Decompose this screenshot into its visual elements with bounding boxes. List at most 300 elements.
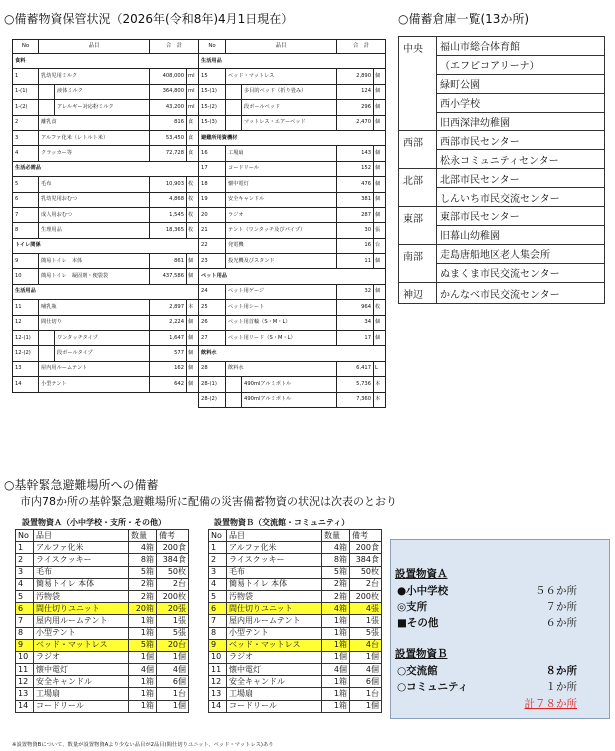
indent-cell — [226, 84, 242, 99]
item-no: 2 — [13, 115, 39, 130]
item-no: 14 — [209, 700, 227, 712]
stock-table — [12, 39, 386, 408]
item-total: 16 — [337, 238, 374, 253]
table-a — [15, 529, 189, 713]
item-note: 4張 — [350, 603, 382, 615]
item-name: 乳幼児用ミルク — [39, 69, 150, 84]
item-unit: 個 — [374, 69, 386, 84]
table-row — [13, 346, 386, 361]
item-unit: ml — [187, 100, 199, 115]
table-row — [16, 578, 189, 590]
item-qty: 1箱 — [322, 676, 350, 688]
item-qty: 4箱 — [129, 542, 157, 554]
summary-box: 設置物資Ａ ●小中学校 ５６か所 ◎支所 ７か所 ■その他 ６か所 設置物資Ｂ ○交流館 ８か所 ○コミュニティ １か所 計７８か所 — [390, 539, 610, 719]
item-name: 成人用おむつ — [39, 207, 150, 222]
item-no: 8 — [16, 627, 34, 639]
item-qty: 4箱 — [322, 542, 350, 554]
item-note: 6個 — [157, 676, 189, 688]
item-name: アレルギー対応粉ミルク — [55, 100, 150, 115]
section2-subtitle: 市内78か所の基幹緊急避難場所に配備の災害備蓄物資の状況は次表のとおり — [20, 495, 397, 508]
col-header: 品目 — [34, 530, 129, 542]
item-name: 簡易トイレ 凝固剤・便袋袋 — [39, 269, 150, 284]
item-no: 15-(1) — [199, 84, 226, 99]
item-qty: 2箱 — [322, 578, 350, 590]
table-row — [16, 639, 189, 651]
item-name: 生理用品 — [39, 223, 150, 238]
item-name: 小型テント — [34, 627, 129, 639]
warehouse-site: 旧幕山幼稚園 — [437, 225, 605, 244]
item-total: 964 — [337, 300, 374, 315]
item-name: 懐中電灯 — [227, 664, 322, 676]
item-no: 19 — [199, 192, 226, 207]
col-header: No — [16, 530, 34, 542]
indent-cell — [226, 115, 242, 130]
item-qty: 4個 — [129, 664, 157, 676]
item-total: 72,728 — [150, 146, 187, 161]
item-no: 17 — [199, 161, 226, 176]
item-no: 5 — [13, 177, 39, 192]
item-note: 6個 — [350, 676, 382, 688]
item-name: コードリール — [227, 700, 322, 712]
table-b-title: 設置物資Ｂ（交流館・コミュニティ） — [214, 518, 350, 527]
item-name: 液体ミルク — [55, 84, 150, 99]
table-row — [16, 700, 189, 712]
item-no: 2 — [209, 554, 227, 566]
table-row — [209, 566, 382, 578]
item-total: 296 — [337, 100, 374, 115]
table-row — [13, 284, 386, 299]
item-no: 9 — [13, 254, 39, 269]
item-unit: ml — [187, 69, 199, 84]
item-name: 小型テント — [227, 627, 322, 639]
item-qty: 2箱 — [129, 578, 157, 590]
item-unit: 本 — [374, 377, 386, 392]
item-total: 642 — [150, 377, 187, 392]
item-no: 15-(3) — [199, 115, 226, 130]
warehouse-site: 北部市民センター — [437, 169, 605, 188]
item-no: 12-(2) — [13, 346, 39, 361]
item-name: 飲料水 — [226, 361, 337, 376]
item-name: テント（ワンタッチ及びパイプ） — [226, 223, 337, 238]
category-label: ペット用品 — [199, 269, 386, 284]
item-name: 発電機 — [226, 238, 337, 253]
item-note: 384食 — [157, 554, 189, 566]
item-unit: 個 — [374, 161, 386, 176]
table-row — [13, 130, 386, 145]
col-header: 数量 — [322, 530, 350, 542]
item-no: 13 — [13, 361, 39, 376]
item-total: 287 — [337, 207, 374, 222]
item-total: 32 — [337, 284, 374, 299]
item-total: 2,224 — [150, 315, 187, 330]
item-name: 懐中電灯 — [34, 664, 129, 676]
item-name: ラジオ — [226, 207, 337, 222]
item-unit: 枚 — [187, 207, 199, 222]
item-name: ペット用首輪（S・M・L） — [226, 315, 337, 330]
item-name: 汚物袋 — [227, 590, 322, 602]
indent-cell — [39, 84, 55, 99]
item-total: 861 — [150, 254, 187, 269]
item-no: 12 — [209, 676, 227, 688]
item-total: 408,000 — [150, 69, 187, 84]
indent-cell — [226, 392, 242, 407]
item-unit: 個 — [187, 377, 199, 392]
item-total: 2,897 — [150, 300, 187, 315]
warehouse-row — [399, 244, 605, 263]
empty-cell — [150, 392, 187, 407]
item-name: 屋内用ルームテント — [227, 615, 322, 627]
table-row — [13, 69, 386, 84]
item-unit: 個 — [374, 207, 386, 222]
item-no: 11 — [16, 664, 34, 676]
item-unit: 本 — [374, 392, 386, 407]
item-no: 1 — [16, 542, 34, 554]
summary-a-heading: 設置物資Ａ — [395, 568, 448, 580]
item-name: 段ボールタイプ — [55, 346, 150, 361]
item-total: 364,800 — [150, 84, 187, 99]
table-row — [209, 615, 382, 627]
warehouse-site: 西部市民センター — [437, 131, 605, 150]
item-note: 2台 — [350, 578, 382, 590]
col-header: 数量 — [129, 530, 157, 542]
item-name: 安全キャンドル — [227, 676, 322, 688]
item-qty: 5箱 — [129, 566, 157, 578]
item-name: アルファ化米 — [227, 542, 322, 554]
item-name: 小型テント — [39, 377, 150, 392]
item-no: 4 — [13, 146, 39, 161]
warehouse-site: 松永コミュニティセンター — [437, 150, 605, 169]
item-name: 屋内用ルームテント — [39, 361, 150, 376]
item-no: 28-(2) — [199, 392, 226, 407]
item-name: 簡易トイレ 本体 — [34, 578, 129, 590]
table-row — [209, 651, 382, 663]
col-header: No — [13, 40, 39, 54]
item-unit: 食 — [187, 115, 199, 130]
item-name: ラジオ — [34, 651, 129, 663]
warehouse-site: 福山市総合体育館 — [437, 37, 605, 56]
item-name: 簡易トイレ 本体 — [39, 254, 150, 269]
col-header: 備考 — [157, 530, 189, 542]
empty-cell — [55, 392, 150, 407]
warehouse-area: 神辺 — [399, 282, 437, 304]
item-no: 3 — [209, 566, 227, 578]
item-unit: 食 — [187, 146, 199, 161]
item-no: 28-(1) — [199, 377, 226, 392]
table-row — [209, 688, 382, 700]
item-name: ペット用リード（S・M・L） — [226, 331, 337, 346]
item-no: 8 — [13, 223, 39, 238]
empty-cell — [39, 392, 55, 407]
item-name: 490mlアルミボトル — [242, 377, 337, 392]
item-total: 1,647 — [150, 331, 187, 346]
item-note: 50枚 — [350, 566, 382, 578]
item-name: 屋内用ルームテント — [34, 615, 129, 627]
item-note: 200枚 — [350, 590, 382, 602]
item-total: 124 — [337, 84, 374, 99]
item-no: 12 — [13, 315, 39, 330]
item-note: 5張 — [157, 627, 189, 639]
item-total: 162 — [150, 361, 187, 376]
item-no: 15-(2) — [199, 100, 226, 115]
warehouse-area: 西部 — [399, 131, 437, 169]
table-row — [13, 331, 386, 346]
item-no: 7 — [16, 615, 34, 627]
item-total: 143 — [337, 146, 374, 161]
item-name: 懐中電灯 — [226, 177, 337, 192]
item-name: 多目的ベッド（折り畳み） — [242, 84, 337, 99]
item-total: 11 — [337, 254, 374, 269]
item-total: 816 — [150, 115, 187, 130]
table-row — [209, 578, 382, 590]
col-header: 合 計 — [150, 40, 199, 54]
item-unit: 個 — [374, 100, 386, 115]
item-qty: 2箱 — [322, 590, 350, 602]
item-name: 乳幼児用おむつ — [39, 192, 150, 207]
item-name: アルファ化米 — [34, 542, 129, 554]
item-name: コードリール — [34, 700, 129, 712]
table-row — [16, 676, 189, 688]
item-no: 4 — [16, 578, 34, 590]
table-row — [209, 554, 382, 566]
item-total: 577 — [150, 346, 187, 361]
table-row — [13, 223, 386, 238]
table-row — [13, 192, 386, 207]
item-total: 437,586 — [150, 269, 187, 284]
item-name: 工場扇 — [227, 688, 322, 700]
warehouse-site: 走島唐船地区老人集会所 — [437, 244, 605, 263]
item-unit: 個 — [187, 315, 199, 330]
item-qty: 5箱 — [129, 639, 157, 651]
item-note: 1個 — [350, 651, 382, 663]
item-no: 25 — [199, 300, 226, 315]
indent-cell — [39, 331, 55, 346]
item-unit: 個 — [187, 269, 199, 284]
item-qty: 1箱 — [322, 615, 350, 627]
category-label: 食料 — [13, 54, 199, 69]
item-name: コードリール — [226, 161, 337, 176]
warehouse-row — [399, 207, 605, 226]
table-row — [13, 177, 386, 192]
warehouse-site: しんいち市民交流センター — [437, 188, 605, 207]
warehouse-row — [399, 169, 605, 188]
item-unit: 個 — [374, 284, 386, 299]
item-unit: 個 — [374, 254, 386, 269]
col-header: 合 計 — [337, 40, 386, 54]
item-name: クラッカー等 — [39, 146, 150, 161]
table-row — [13, 84, 386, 99]
warehouse-site: ぬまくま市民交流センター — [437, 263, 605, 282]
item-no: 16 — [199, 146, 226, 161]
table-row — [13, 161, 386, 176]
footnote: ※設置物資Bについて、数量が設置物資Aより少ない品目が2品目(間仕切りユニット、ベッド・マットレス)あり — [12, 742, 274, 748]
item-qty: 4個 — [322, 664, 350, 676]
item-no: 6 — [16, 603, 34, 615]
table-row — [209, 590, 382, 602]
item-note: 1個 — [157, 700, 189, 712]
table-row — [13, 115, 386, 130]
item-unit: 個 — [374, 177, 386, 192]
table-row — [16, 664, 189, 676]
item-unit: 個 — [187, 254, 199, 269]
item-no: 10 — [13, 269, 39, 284]
item-name: ライスクッキー — [227, 554, 322, 566]
empty-cell — [13, 392, 39, 407]
item-total: 53,450 — [150, 130, 187, 145]
table-row — [13, 146, 386, 161]
item-no: 4 — [209, 578, 227, 590]
item-qty: 4箱 — [322, 603, 350, 615]
item-name: ベッド・マットレス — [34, 639, 129, 651]
item-note: 4個 — [350, 664, 382, 676]
table-row — [16, 590, 189, 602]
indent-cell — [226, 377, 242, 392]
warehouse-site: （エフピコアリーナ） — [437, 55, 605, 74]
item-unit: 枚 — [187, 223, 199, 238]
item-unit: 個 — [374, 115, 386, 130]
item-no: 1-(1) — [13, 84, 39, 99]
category-label: 生活用品 — [199, 54, 386, 69]
item-unit: 枚 — [187, 192, 199, 207]
item-no: 13 — [16, 688, 34, 700]
category-label: 飲料水 — [199, 346, 386, 361]
table-row — [13, 54, 386, 69]
item-name: アルファ化米（レトルト米） — [39, 130, 150, 145]
item-name: 安全キャンドル — [226, 192, 337, 207]
item-no: 11 — [13, 300, 39, 315]
table-row — [16, 554, 189, 566]
warehouse-row — [399, 282, 605, 304]
item-name: 離乳食 — [39, 115, 150, 130]
item-total: 2,890 — [337, 69, 374, 84]
table-row — [209, 664, 382, 676]
warehouse-site: 西小学校 — [437, 93, 605, 112]
item-name: ベッド・マットレス — [227, 639, 322, 651]
item-qty: 8箱 — [129, 554, 157, 566]
item-note: 2台 — [157, 578, 189, 590]
item-no: 24 — [199, 284, 226, 299]
item-no: 5 — [209, 590, 227, 602]
item-no: 10 — [16, 651, 34, 663]
item-total: 476 — [337, 177, 374, 192]
item-unit: L — [374, 361, 386, 376]
item-no: 12 — [16, 676, 34, 688]
summary-total: 計７８か所 — [524, 698, 577, 710]
warehouse-title: ○備蓄倉庫一覧(13か所) — [398, 12, 530, 26]
table-row — [16, 651, 189, 663]
item-note: 50枚 — [157, 566, 189, 578]
item-name: ライスクッキー — [34, 554, 129, 566]
item-name: 工場扇 — [226, 146, 337, 161]
item-note: 20張 — [157, 603, 189, 615]
warehouse-area: 東部 — [399, 207, 437, 245]
item-total: 6,417 — [337, 361, 374, 376]
table-row — [13, 392, 386, 407]
item-note: 200枚 — [157, 590, 189, 602]
item-no: 21 — [199, 223, 226, 238]
item-qty: 1個 — [129, 651, 157, 663]
warehouse-site: 東部市民センター — [437, 207, 605, 226]
table-row — [209, 700, 382, 712]
table-row — [13, 361, 386, 376]
item-unit: 枚 — [187, 177, 199, 192]
item-unit: ml — [187, 84, 199, 99]
item-name: 490mlアルミボトル — [242, 392, 337, 407]
section2-title: ○基幹緊急避難場所への備蓄 — [4, 478, 159, 492]
item-no: 22 — [199, 238, 226, 253]
table-row — [209, 627, 382, 639]
warehouse-site: かんなべ市民交流センター — [437, 282, 605, 304]
table-a-title: 設置物資Ａ（小中学校・支所・その他） — [22, 518, 166, 527]
item-no: 13 — [209, 688, 227, 700]
table-row — [13, 254, 386, 269]
item-name: 毛布 — [227, 566, 322, 578]
stock-title: ○備蓄物資保管状況（2026年(令和8年)4月1日現在） — [4, 12, 294, 26]
item-name: 簡易トイレ 本体 — [227, 578, 322, 590]
item-note: 20台 — [157, 639, 189, 651]
warehouse-area: 南部 — [399, 244, 437, 282]
item-name: 投光機及びスタンド — [226, 254, 337, 269]
col-header: 品目 — [226, 40, 337, 54]
item-note: 1台 — [350, 688, 382, 700]
item-name: 間仕切りユニット — [227, 603, 322, 615]
item-note: 1個 — [157, 651, 189, 663]
category-label: トイレ関係 — [13, 238, 199, 253]
table-row — [13, 300, 386, 315]
summary-b-heading: 設置物資Ｂ — [395, 648, 448, 660]
item-no: 1 — [209, 542, 227, 554]
empty-cell — [187, 392, 199, 407]
item-no: 14 — [13, 377, 39, 392]
item-qty: 1箱 — [129, 700, 157, 712]
item-no: 9 — [16, 639, 34, 651]
warehouse-area: 北部 — [399, 169, 437, 207]
table-row — [16, 615, 189, 627]
table-row — [13, 315, 386, 330]
item-total: 5,736 — [337, 377, 374, 392]
table-row — [13, 377, 386, 392]
warehouse-table — [398, 36, 605, 304]
item-no: 8 — [209, 627, 227, 639]
item-qty: 1箱 — [129, 676, 157, 688]
item-unit: 個 — [374, 331, 386, 346]
item-note: 1張 — [157, 615, 189, 627]
item-total: 381 — [337, 192, 374, 207]
item-total: 10,903 — [150, 177, 187, 192]
col-header: 備考 — [350, 530, 382, 542]
item-no: 27 — [199, 331, 226, 346]
item-no: 26 — [199, 315, 226, 330]
category-label: 生活用品 — [13, 284, 199, 299]
item-no: 3 — [13, 130, 39, 145]
item-name: 間仕切り — [39, 315, 150, 330]
item-no: 15 — [199, 69, 226, 84]
table-row — [209, 639, 382, 651]
item-qty: 1箱 — [322, 639, 350, 651]
item-name: 汚物袋 — [34, 590, 129, 602]
item-no: 23 — [199, 254, 226, 269]
item-total: 34 — [337, 315, 374, 330]
item-no: 6 — [13, 192, 39, 207]
table-b — [208, 529, 382, 713]
table-row — [13, 238, 386, 253]
item-no: 11 — [209, 664, 227, 676]
item-no: 5 — [16, 590, 34, 602]
table-row — [13, 207, 386, 222]
item-qty: 1箱 — [322, 627, 350, 639]
table-row — [209, 603, 382, 615]
item-note: 1個 — [350, 700, 382, 712]
item-no: 18 — [199, 177, 226, 192]
